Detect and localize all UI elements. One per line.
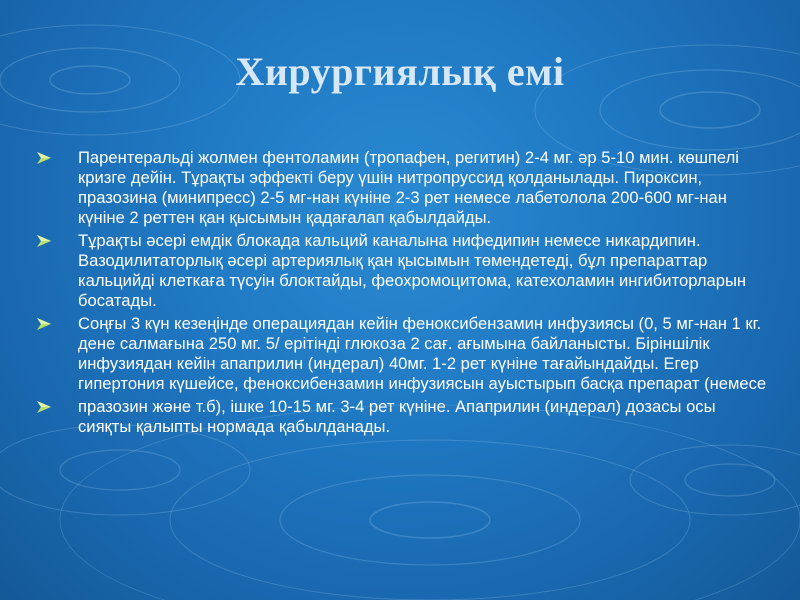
bullet-item bbox=[36, 314, 772, 394]
bullet-text: празозин және т.б), ішке 10-15 мг. 3-4 рет күніне. Апаприлин (индерал) дозасы осы сияқты қалыпты нормада қабылданады. bbox=[78, 397, 716, 436]
bullet-item bbox=[36, 231, 772, 311]
bullet-text: Тұрақты әсері емдік блокада кальций каналына нифедипин немесе никардипин. Вазодилитаторлық әсері артериялық қан қысымын төмендетеді, бұл препараттар кальцийді клеткаға түсуін блоктайды, феохромоцитома, катехоламин ингибиторларын босатады. bbox=[78, 231, 747, 310]
arrowhead-bullet-icon bbox=[36, 316, 52, 332]
bullet-text: Парентеральді жолмен фентоламин (тропафен, регитин) 2-4 мг. әр 5-10 мин. көшпелі кризге дейін. Тұрақты эффекті беру үшін нитропруссид қолданылады. Пироксин, празозина (минипресс) 2-5 мг-нан күніне 2-3 рет немесе лабетолола 200-600 мг-нан күніне 2 реттен қан қысымын қадағалап қабылдайды. bbox=[78, 148, 739, 227]
bullet-item bbox=[36, 397, 772, 437]
bullet-list bbox=[36, 148, 772, 440]
bullet-item bbox=[36, 148, 772, 228]
slide-title: Хирургиялық емі bbox=[235, 49, 565, 94]
bullet-text: Соңғы 3 күн кезеңінде операциядан кейін феноксибензамин инфузиясы (0, 5 мг-нан 1 кг. дене салмағына 250 мг. 5/ ерітінді глюкоза 2 сағ. ағымына байланысты. Біріншілік инфузиядан кейін апаприлин (индерал) 40мг. 1-2 рет күніне тағайындайды. Егер гипертония күшейсе, феноксибензамин инфузиясын ауыстырып басқа препарат (немесе bbox=[78, 314, 767, 393]
arrowhead-bullet-icon bbox=[36, 399, 52, 415]
arrowhead-bullet-icon bbox=[36, 233, 52, 249]
arrowhead-bullet-icon bbox=[36, 150, 52, 166]
